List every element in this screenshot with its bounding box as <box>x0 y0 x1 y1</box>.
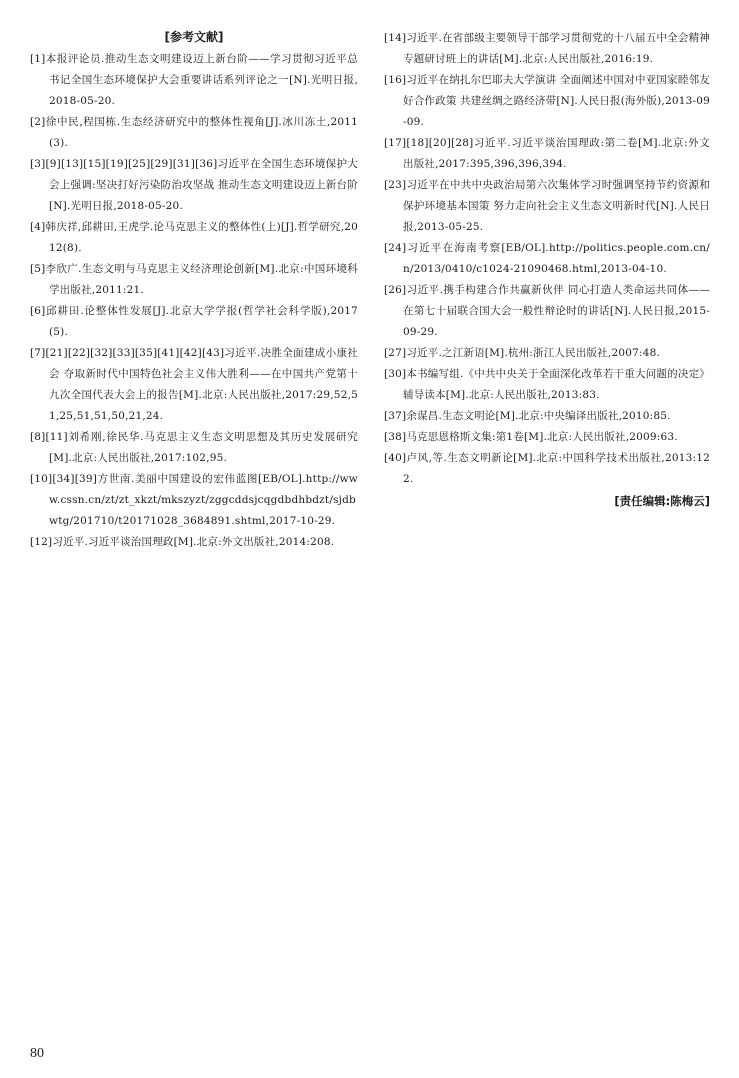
reference-item: [37]余谋昌.生态文明论[M].北京:中央编译出版社,2010:85. <box>384 410 671 422</box>
reference-item: [5]李欣广.生态文明与马克思主义经济理论创新[M].北京:中国环境科学出版社,2011:21. <box>30 263 358 296</box>
reference-item: [24]习近平在海南考察[EB/OL].http://politics.people.com.cn/n/2013/0410/c1024-21090468.html,2013-04-10. <box>384 242 710 275</box>
reference-item: [4]韩庆祥,邱耕田,王虎学.论马克思主义的整体性(上)[J].哲学研究,2012(8). <box>30 221 358 254</box>
reference-item: [2]徐中民,程国栋.生态经济研究中的整体性视角[J].冰川冻土,2011(3). <box>30 116 358 149</box>
responsible-editor: [责任编辑:陈梅云] <box>614 494 710 508</box>
reference-item: [8][11]刘希刚,徐民华.马克思主义生态文明思想及其历史发展研究[M].北京:人民出版社,2017:102,95. <box>30 431 358 464</box>
reference-item: [16]习近平在纳扎尔巴耶夫大学演讲 全面阐述中国对中亚国家睦邻友好合作政策 共建丝绸之路经济带[N].人民日报(海外版),2013-09-09. <box>384 74 710 128</box>
reference-item: [10][34][39]方世南.美丽中国建设的宏伟蓝图[EB/OL].http://www.cssn.cn/zt/zt_xkzt/mkszyzt/zggcddsjcqgdbdhbdzt/sjdbwtg/201710/t20171028_3684891.shtml,2017-10-29. <box>30 473 358 527</box>
right-column <box>384 28 710 521</box>
reference-item: [6]邱耕田.论整体性发展[J].北京大学学报(哲学社会科学版),2017(5). <box>30 305 358 338</box>
references-heading: [参考文献] <box>164 30 224 44</box>
reference-item: [40]卢风,等.生态文明新论[M].北京:中国科学技术出版社,2013:122. <box>384 452 710 485</box>
reference-item: [14]习近平.在省部级主要领导干部学习贯彻党的十八届五中全会精神专题研讨班上的讲话[M].北京:人民出版社,2016:19. <box>384 32 710 65</box>
reference-item: [27]习近平.之江新语[M].杭州:浙江人民出版社,2007:48. <box>384 347 661 359</box>
left-column <box>30 28 358 553</box>
reference-item: [26]习近平.携手构建合作共赢新伙伴 同心打造人类命运共同体——在第七十届联合国大会一般性辩论时的讲话[N].人民日报,2015-09-29. <box>384 284 710 338</box>
reference-item: [7][21][22][32][33][35][41][42][43]习近平.决胜全面建成小康社会 夺取新时代中国特色社会主义伟大胜利——在中国共产党第十九次全国代表大会上的报告[M].北京:人民出版社,2017:29,52,51,25,51,51,50,21,24. <box>30 347 358 422</box>
reference-item: [30]本书编写组.《中共中央关于全面深化改革若干重大问题的决定》辅导读本[M].北京:人民出版社,2013:83. <box>384 368 710 401</box>
page-number: 80 <box>30 1046 44 1061</box>
reference-item: [17][18][20][28]习近平.习近平谈治国理政:第二卷[M].北京:外文出版社,2017:395,396,396,394. <box>384 137 710 170</box>
reference-item: [1]本报评论员.推动生态文明建设迈上新台阶——学习贯彻习近平总书记全国生态环境保护大会重要讲话系列评论之一[N].光明日报,2018-05-20. <box>30 53 358 107</box>
reference-item: [12]习近平.习近平谈治国理政[M].北京:外文出版社,2014:208. <box>30 536 335 548</box>
reference-item: [3][9][13][15][19][25][29][31][36]习近平在全国生态环境保护大会上强调:坚决打好污染防治攻坚战 推动生态文明建设迈上新台阶[N].光明日报,2018-05-20. <box>30 158 358 212</box>
reference-item: [38]马克思恩格斯文集:第1卷[M].北京:人民出版社,2009:63. <box>384 431 678 443</box>
reference-item: [23]习近平在中共中央政治局第六次集体学习时强调坚持节约资源和保护环境基本国策 努力走向社会主义生态文明新时代[N].人民日报,2013-05-25. <box>384 179 710 233</box>
